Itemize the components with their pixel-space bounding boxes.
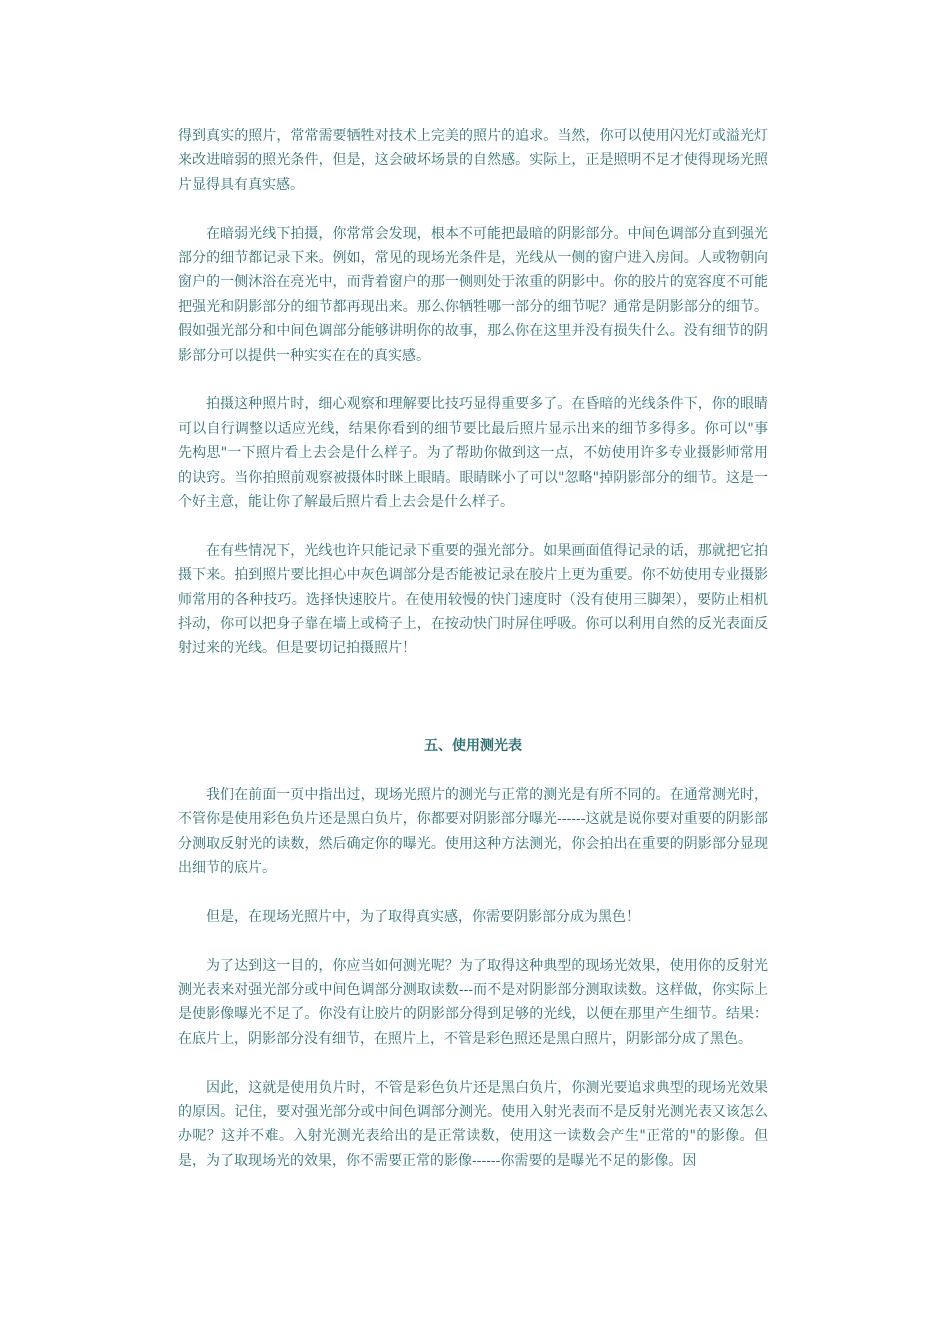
paragraph-observation: 拍摄这种照片时，细心观察和理解要比技巧显得重要多了。在昏暗的光线条件下，你的眼睛可以自行调整以适应光线，结果你看到的细节要比最后照片显示出来的细节多得多。你可以"事先构思"一下照片看上去会是什么样子。为了帮助你做到这一点，不妨使用许多专业摄影师常用的诀窍。当你拍照前观察被摄体时眯上眼睛。眼睛眯小了可以"忽略"掉阴影部分的细节。这是一个好主意，能让你了解最后照片看上去会是什么样子。 bbox=[178, 396, 768, 511]
paragraph-metering-intro: 我们在前面一页中指出过，现场光照片的测光与正常的测光是有所不同的。在通常测光时，不管你是使用彩色负片还是黑白负片，你都要对阴影部分曝光------这就是说你要对重要的阴影部分测取反射光的读数，然后确定你的曝光。使用这种方法测光，你会拍出在重要的阴影部分显现出细节的底片。 bbox=[178, 786, 768, 876]
paragraph-black-shadows: 但是，在现场光照片中，为了取得真实感，你需要阴影部分成为黑色！ bbox=[206, 908, 640, 925]
document-page bbox=[178, 124, 768, 1198]
paragraph-highlights: 在有些情况下，光线也许只能记录下重要的强光部分。如果画面值得记录的话，那就把它拍摄下来。拍到照片要比担心中灰色调部分是否能被记录在胶片上更为重要。你不妨使用专业摄影师常用的各种技巧。选择快速胶片。在使用较慢的快门速度时（没有使用三脚架），要防止相机抖动，你可以把身子靠在墙上或椅子上，在按动快门时屏住呼吸。你可以利用自然的反光表面反射过来的光线。但是要切记拍摄照片！ bbox=[178, 542, 768, 657]
paragraph-negative-film: 因此，这就是使用负片时，不管是彩色负片还是黑白负片，你测光要追求典型的现场光效果的原因。记住，要对强光部分或中间色调部分测光。使用入射光表而不是反射光测光表又该怎么办呢？这并不难。入射光测光表给出的是正常读数，使用这一读数会产生"正常的"的影像。但是，为了取现场光的效果，你不需要正常的影像------你需要的是曝光不足的影像。因 bbox=[178, 1079, 768, 1169]
section-spacer bbox=[178, 685, 768, 734]
heading-spacer bbox=[178, 759, 768, 783]
paragraph-continuation: 得到真实的照片，常常需要牺牲对技术上完美的照片的追求。当然，你可以使用闪光灯或溢光灯来改进暗弱的照光条件，但是，这会破坏场景的自然感。实际上，正是照明不足才使得现场光照片显得具有真实感。 bbox=[178, 128, 768, 193]
paragraph-how-to-meter: 为了达到这一目的，你应当如何测光呢？为了取得这种典型的现场光效果，使用你的反射光测光表来对强光部分或中间色调部分测取读数---而不是对阴影部分测取读数。这样做，你实际上是使影像曝光不足了。你没有让胶片的阴影部分得到足够的光线，以便在那里产生细节。结果：在底片上，阴影部分没有细节，在照片上，不管是彩色照还是黑白照片，阴影部分成了黑色。 bbox=[178, 957, 768, 1047]
paragraph-dim-light: 在暗弱光线下拍摄，你常常会发现，根本不可能把最暗的阴影部分。中间色调部分直到强光部分的细节都记录下来。例如，常见的现场光条件是，光线从一侧的窗户进入房间。人或物朝向窗户的一侧沐浴在亮光中，而背着窗户的那一侧则处于浓重的阴影中。你的胶片的宽容度不可能把强光和阴影部分的细节都再现出来。那么你牺牲哪一部分的细节呢？通常是阴影部分的细节。假如强光部分和中间色调部分能够讲明你的故事，那么你在这里并没有损失什么。没有细节的阴影部分可以提供一种实实在在的真实感。 bbox=[178, 225, 768, 364]
section-heading: 五、使用测光表 bbox=[424, 738, 522, 755]
